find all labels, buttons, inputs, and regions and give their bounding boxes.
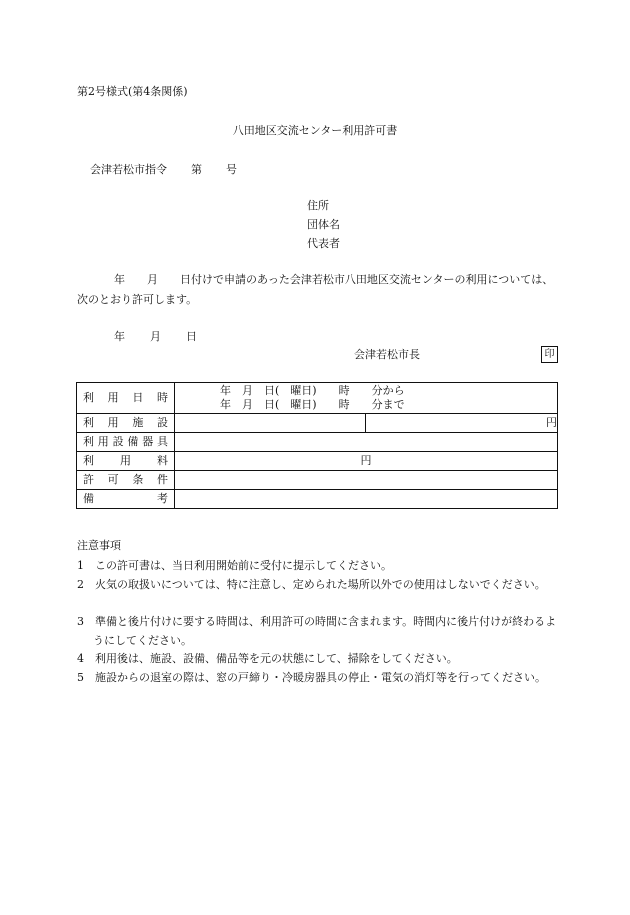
reference-dai: 第	[191, 163, 202, 176]
facility-value	[175, 414, 366, 433]
permission-table	[76, 382, 558, 509]
fee-label: 利 用 料	[77, 452, 175, 471]
facility-fee: 円	[366, 414, 558, 433]
notes-heading: 注意事項	[77, 539, 121, 552]
remarks-label: 備 考	[77, 490, 175, 509]
fee-value: 円	[175, 452, 558, 471]
remarks-value	[175, 490, 558, 509]
date-month: 月	[150, 330, 161, 343]
date-year: 年	[114, 330, 125, 343]
reference-prefix: 会津若松市指令	[90, 163, 167, 176]
note-item: 5 施設からの退室の際は、窓の戸締り・冷暖房器具の停止・電気の消灯等を行ってください。	[77, 671, 546, 684]
usage-datetime-start: 年 月 日( 曜日) 時 分から	[220, 384, 405, 397]
reference-number	[90, 163, 237, 177]
note-item: 4 利用後は、施設、設備、備品等を元の状態にして、掃除をしてください。	[77, 652, 458, 665]
note-item: 2 火気の取扱いについては、特に注意し、定められた場所以外での使用はしないでください。	[77, 578, 546, 591]
usage-datetime-label: 利 用 日 時	[77, 383, 175, 414]
conditions-value	[175, 471, 558, 490]
table-row	[77, 383, 558, 414]
table-row	[77, 490, 558, 509]
permission-statement: 年 月 日付けで申請のあった会津若松市八田地区交流センターの利用については、次のとおり許可します。	[77, 273, 554, 306]
table-row	[77, 452, 558, 471]
applicant-rep-label: 代表者	[307, 237, 340, 250]
usage-datetime-value	[175, 383, 558, 414]
conditions-label: 許 可 条 件	[77, 471, 175, 490]
facility-label: 利 用 施 設	[77, 414, 175, 433]
document-title: 八田地区交流センター利用許可書	[232, 124, 398, 137]
form-number: 第2号様式(第4条関係)	[77, 85, 188, 98]
equipment-value	[175, 433, 558, 452]
seal-mark: 印	[541, 346, 558, 363]
issuer-name: 会津若松市長	[354, 348, 420, 361]
reference-go: 号	[226, 163, 237, 176]
note-item: 1 この許可書は、当日利用開始前に受付に提示してください。	[77, 559, 392, 572]
date-day: 日	[186, 330, 197, 343]
applicant-address-label: 住所	[307, 199, 329, 212]
table-row	[77, 414, 558, 433]
issue-date	[114, 330, 197, 344]
table-row	[77, 471, 558, 490]
usage-datetime-end: 年 月 日( 曜日) 時 分まで	[220, 398, 405, 411]
applicant-group-label: 団体名	[307, 218, 340, 231]
equipment-label: 利用設備器具	[77, 433, 175, 452]
note-item: 3 準備と後片付けに要する時間は、利用許可の時間に含まれます。時間内に後片付けが終わるようにしてください。	[77, 615, 557, 647]
table-row	[77, 433, 558, 452]
